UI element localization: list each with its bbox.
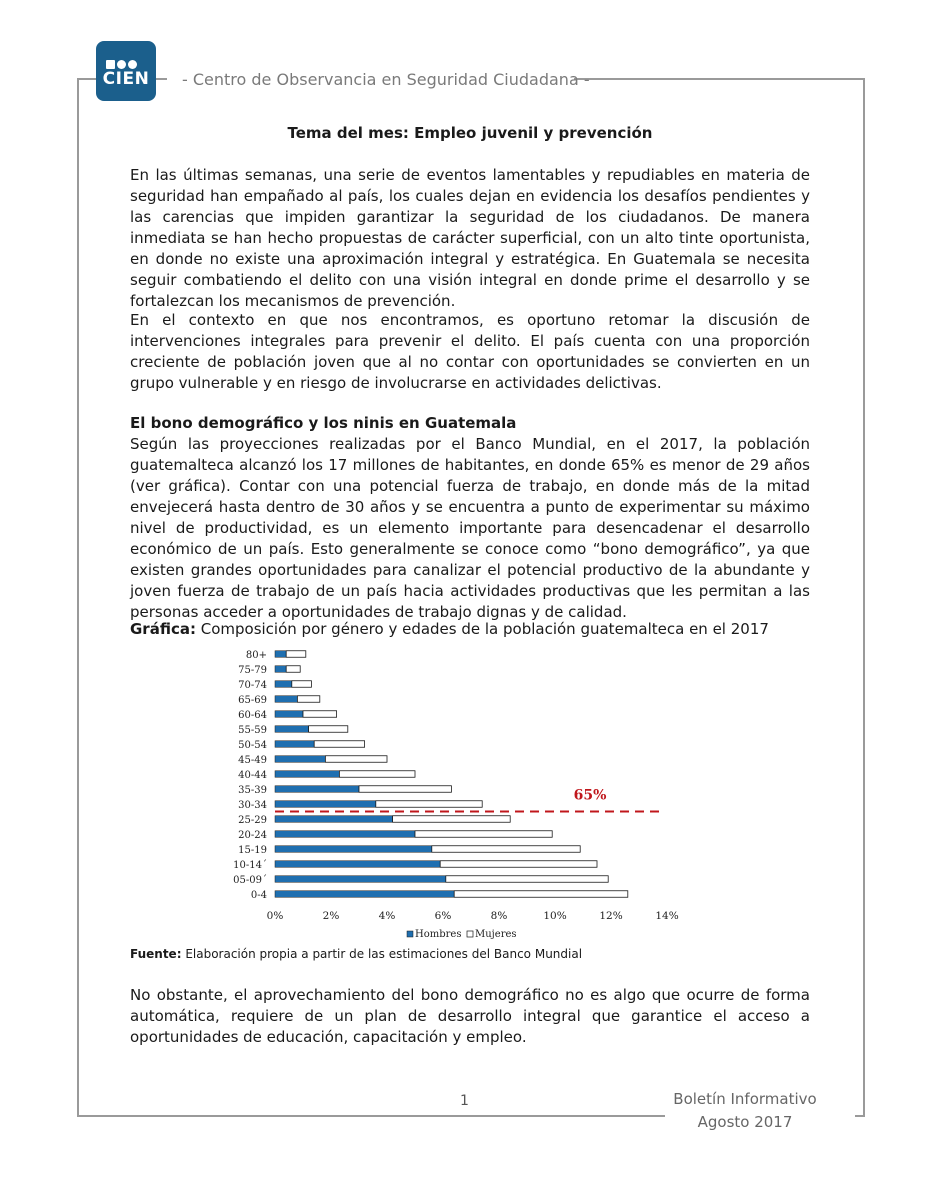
y-tick-label: 25-29 bbox=[238, 815, 267, 826]
chart-caption-text: Composición por género y edades de la población guatemalteca en el 2017 bbox=[195, 620, 769, 638]
y-tick-label: 60-64 bbox=[238, 710, 267, 721]
bar-hombres bbox=[275, 771, 339, 778]
bar-hombres bbox=[275, 846, 432, 853]
paragraph-3: Según las proyecciones realizadas por el Banco Mundial, en el 2017, la población guatemalteca alcanzó los 17 millones de habitantes, en donde 65% es menor de 29 años (ver gráfica). Contar con una potencial fuerza de trabajo, en donde más de la mitad envejecerá hasta dentro de 30 años y se encuentra a punto de experimentar su máximo nivel de productividad, es un elemento importante para desencadenar el desarrollo económico de un país. Esto generalmente se conoce como “bono demográfico”, ya que existen grandes oportunidades para canalizar el potencial productivo de la abundante y joven fuerza de trabajo de un país hacia actividades productivas que les permitan a las personas acceder a oportunidades de trabajo dignas y de calidad. bbox=[130, 435, 810, 621]
y-tick-label: 35-39 bbox=[238, 785, 267, 796]
x-tick-label: 8% bbox=[490, 910, 508, 922]
x-tick-label: 2% bbox=[322, 910, 340, 922]
bulletin-title: Boletín Informativo bbox=[673, 1090, 817, 1108]
theme-title: Tema del mes: Empleo juvenil y prevención bbox=[287, 124, 653, 142]
bar-hombres bbox=[275, 741, 314, 748]
chart-caption-label: Gráfica: bbox=[130, 620, 196, 638]
bulletin-date: Agosto 2017 bbox=[697, 1113, 793, 1131]
bar-mujeres bbox=[415, 831, 552, 838]
bar-hombres bbox=[275, 756, 325, 763]
x-tick-label: 0% bbox=[266, 910, 284, 922]
legend-label-hombres: Hombres bbox=[415, 929, 462, 940]
bar-mujeres bbox=[303, 711, 337, 718]
frame-top-right-line bbox=[574, 78, 863, 80]
bar-hombres bbox=[275, 861, 440, 868]
paragraph-1: En las últimas semanas, una serie de eventos lamentables y repudiables en materia de seguridad han empañado al país, los cuales dejan en evidencia los desafíos pendientes y las carencias que impiden garantizar la seguridad de los ciudadanos. De manera inmediata se han hecho propuestas de carácter superficial, con un alto tinte oportunista, en donde no existe una aproximación integral y estratégica. En Guatemala se necesita seguir combatiendo el delito con una visión integral en donde prime el desarrollo y se fortalezcan los mecanismos de prevención. bbox=[130, 166, 810, 310]
bulletin-info bbox=[660, 1088, 830, 1134]
bar-hombres bbox=[275, 726, 309, 733]
y-tick-label: 70-74 bbox=[238, 680, 267, 691]
bar-mujeres bbox=[297, 696, 319, 703]
bar-mujeres bbox=[286, 666, 300, 673]
bar-hombres bbox=[275, 801, 376, 808]
section-heading: El bono demográfico y los ninis en Guatemala bbox=[130, 414, 517, 432]
population-chart bbox=[0, 640, 945, 955]
x-tick-label: 12% bbox=[599, 910, 623, 922]
bar-hombres bbox=[275, 831, 415, 838]
bar-hombres bbox=[275, 651, 286, 658]
y-tick-label: 75-79 bbox=[238, 665, 267, 676]
chart-source bbox=[130, 947, 582, 961]
chart-caption bbox=[130, 620, 769, 638]
bar-hombres bbox=[275, 666, 286, 673]
x-tick-label: 6% bbox=[434, 910, 452, 922]
bar-mujeres bbox=[339, 771, 415, 778]
bar-mujeres bbox=[454, 891, 628, 898]
y-tick-label: 30-34 bbox=[238, 800, 267, 811]
bar-mujeres bbox=[432, 846, 580, 853]
bar-mujeres bbox=[440, 861, 597, 868]
x-tick-label: 4% bbox=[378, 910, 396, 922]
cien-logo bbox=[96, 41, 156, 101]
y-tick-label: 40-44 bbox=[238, 770, 267, 781]
x-tick-label: 14% bbox=[655, 910, 679, 922]
bar-mujeres bbox=[309, 726, 348, 733]
bar-hombres bbox=[275, 696, 297, 703]
source-text: Elaboración propia a partir de las estimaciones del Banco Mundial bbox=[181, 947, 583, 961]
y-tick-label: 55-59 bbox=[238, 725, 267, 736]
legend-label-mujeres: Mujeres bbox=[475, 929, 517, 940]
bar-mujeres bbox=[292, 681, 312, 688]
logo-text: CIEN bbox=[102, 69, 150, 89]
x-tick-label: 10% bbox=[543, 910, 567, 922]
y-tick-label: 20-24 bbox=[238, 830, 267, 841]
bar-hombres bbox=[275, 891, 454, 898]
source-label: Fuente: bbox=[130, 947, 182, 961]
y-tick-label: 0-4 bbox=[250, 890, 267, 901]
y-tick-label: 10-14´ bbox=[233, 860, 267, 871]
y-tick-label: 45-49 bbox=[238, 755, 267, 766]
header-title: - Centro de Observancia en Seguridad Ciudadana - bbox=[182, 70, 590, 89]
bar-hombres bbox=[275, 711, 303, 718]
bar-hombres bbox=[275, 681, 292, 688]
annotation-label: 65% bbox=[573, 787, 607, 804]
paragraph-4: No obstante, el aprovechamiento del bono demográfico no es algo que ocurre de forma automática, requiere de un plan de desarrollo integral que garantice el acceso a oportunidades de educación, capacitación y empleo. bbox=[130, 986, 810, 1046]
y-tick-label: 50-54 bbox=[238, 740, 267, 751]
bar-mujeres bbox=[376, 801, 482, 808]
bar-mujeres bbox=[393, 816, 511, 823]
page-number: 1 bbox=[460, 1093, 469, 1109]
bar-hombres bbox=[275, 876, 446, 883]
y-tick-label: 65-69 bbox=[238, 695, 267, 706]
bar-mujeres bbox=[359, 786, 451, 793]
y-tick-label: 15-19 bbox=[238, 845, 267, 856]
legend-swatch-mujeres bbox=[467, 931, 473, 937]
y-tick-label: 05-09´ bbox=[233, 875, 267, 886]
bar-mujeres bbox=[286, 651, 306, 658]
bar-hombres bbox=[275, 816, 393, 823]
bar-mujeres bbox=[325, 756, 387, 763]
bar-mujeres bbox=[446, 876, 608, 883]
bar-hombres bbox=[275, 786, 359, 793]
legend-swatch-hombres bbox=[407, 931, 413, 937]
y-tick-label: 80+ bbox=[245, 650, 267, 661]
bar-mujeres bbox=[314, 741, 364, 748]
paragraph-2: En el contexto en que nos encontramos, es oportuno retomar la discusión de intervenciones integrales para prevenir el delito. El país cuenta con una proporción creciente de población joven que al no contar con oportunidades se convierten en un grupo vulnerable y en riesgo de involucrarse en actividades delictivas. bbox=[130, 311, 810, 392]
